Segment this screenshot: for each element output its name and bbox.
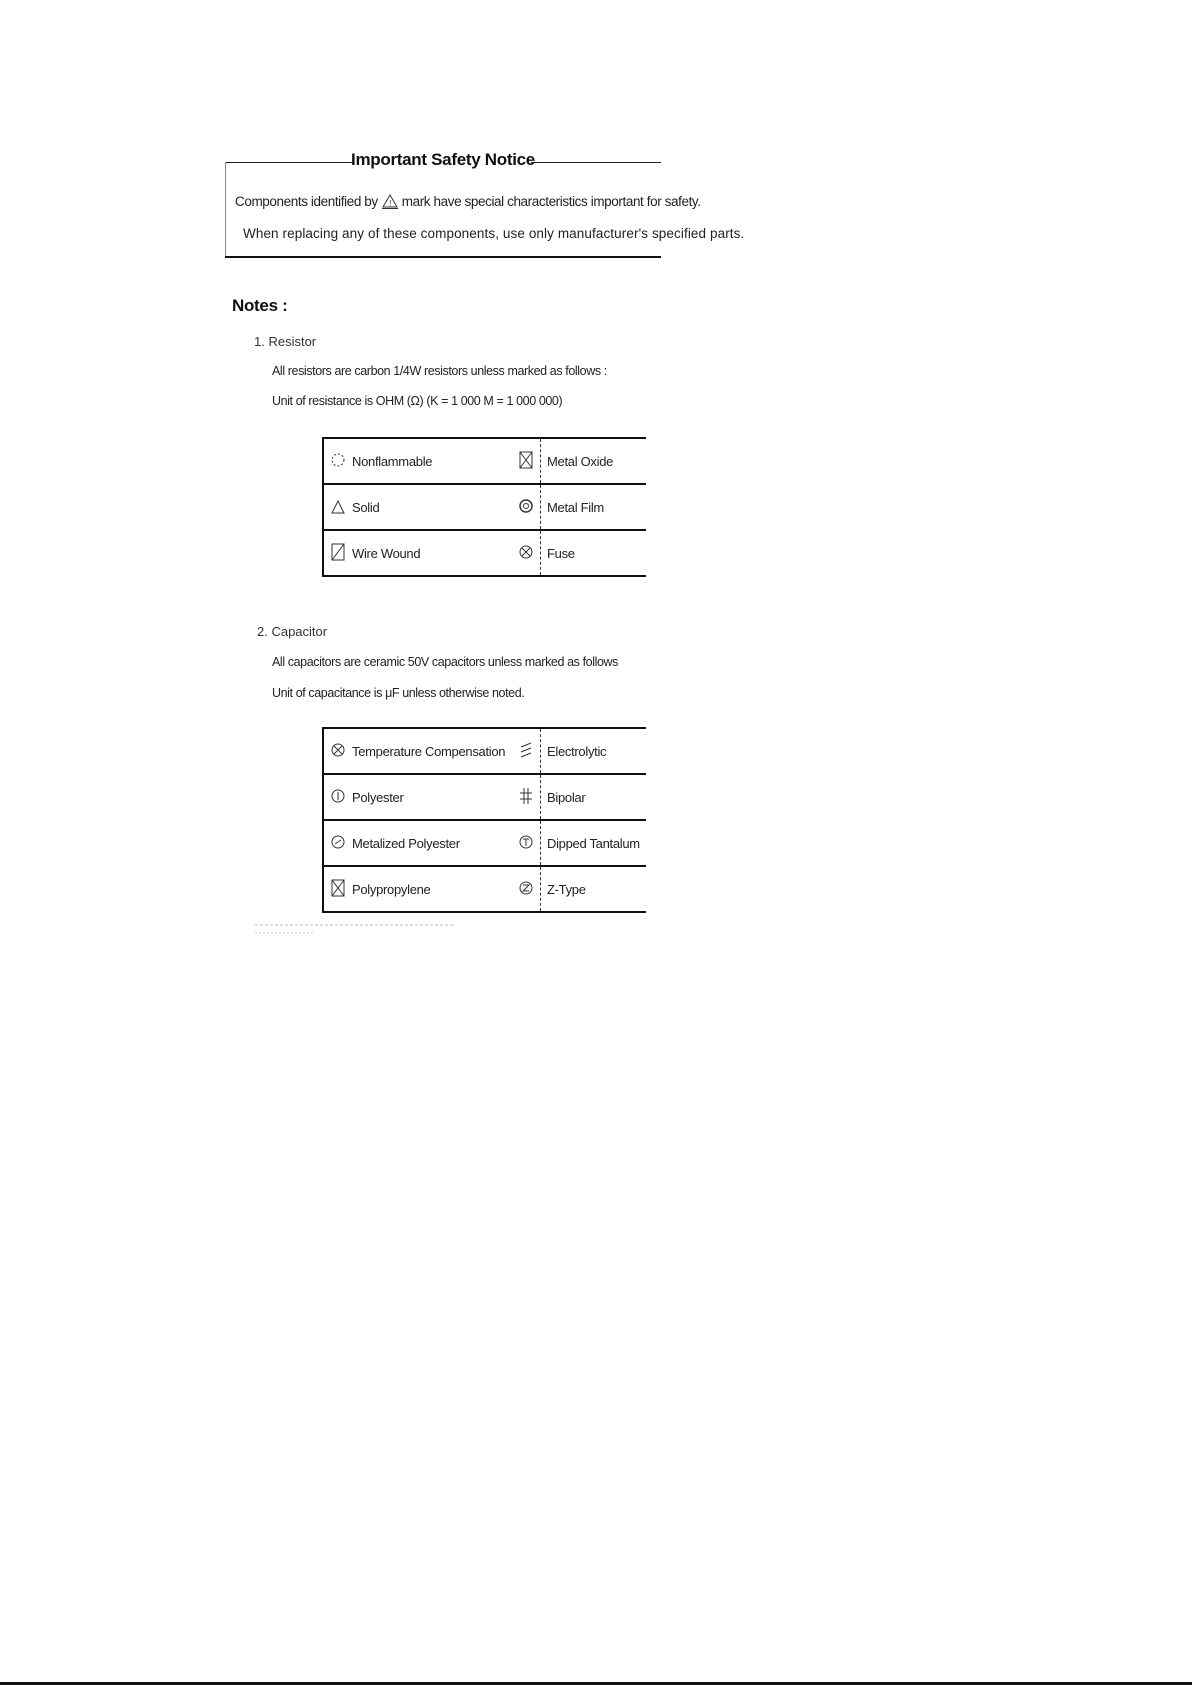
resistor-symbol-table (322, 437, 646, 577)
capacitor-type-label: Polypropylene (352, 881, 431, 897)
resistor-type-label: Metal Oxide (547, 453, 614, 469)
metalized-polyester-icon (323, 820, 352, 866)
capacitor-type-label: Dipped Tantalum (547, 835, 640, 851)
table-row (323, 820, 646, 866)
table-row (323, 728, 646, 774)
resistor-type-label: Fuse (547, 545, 575, 561)
notes-title: Notes : (232, 296, 288, 315)
solid-icon (323, 484, 352, 530)
temperature-compensation-icon (323, 728, 352, 774)
capacitor-type-label: Bipolar (547, 789, 586, 805)
polypropylene-icon (323, 866, 352, 912)
metal-film-icon (512, 484, 541, 530)
dipped-tantalum-icon (512, 820, 541, 866)
resistor-type-label: Wire Wound (352, 545, 421, 561)
svg-text:!: ! (388, 199, 391, 208)
resistor-line-1: All resistors are carbon 1/4W resistors unless marked as follows : (272, 364, 607, 378)
capacitor-symbol-table (322, 727, 646, 913)
resistor-line-2: Unit of resistance is OHM (Ω) (K = 1 000 M = 1 000 000) (272, 394, 563, 408)
metal-oxide-icon (512, 438, 541, 484)
capacitor-line-2: Unit of capacitance is μF unless otherwise noted. (272, 686, 525, 700)
notice-border-bottom (225, 256, 661, 258)
capacitor-type-label: Polyester (352, 789, 404, 805)
table-row (323, 774, 646, 820)
z-type-icon (512, 866, 541, 912)
polyester-icon (323, 774, 352, 820)
table-row (323, 530, 646, 576)
electrolytic-icon (512, 728, 541, 774)
capacitor-type-label: Electrolytic (547, 743, 607, 759)
notice-title: Important Safety Notice (351, 150, 535, 169)
capacitor-type-label: Z-Type (547, 881, 586, 897)
notice-line-2: When replacing any of these components, use only manufacturer's specified parts. (243, 226, 745, 241)
fuse-icon (512, 530, 541, 576)
nonflammable-icon (323, 438, 352, 484)
resistor-type-label: Nonflammable (352, 453, 433, 469)
notice-border-left (225, 162, 226, 257)
notice-rule-right (531, 162, 661, 163)
capacitor-line-1: All capacitors are ceramic 50V capacitors unless marked as follows (272, 655, 618, 669)
capacitor-type-label: Temperature Compensation (352, 743, 506, 759)
wire-wound-icon (323, 530, 352, 576)
bipolar-icon (512, 774, 541, 820)
resistor-type-label: Metal Film (547, 499, 604, 515)
table-row (323, 484, 646, 530)
notice-line-1-start: Components identified by (235, 194, 378, 209)
resistor-heading: 1. Resistor (254, 334, 317, 349)
table-row (323, 438, 646, 484)
notice-line-1-end: mark have special characteristics important for safety. (401, 194, 701, 209)
warning-triangle-icon (382, 194, 398, 209)
table-row (323, 866, 646, 912)
notice-line-1 (235, 194, 701, 209)
capacitor-type-label: Metalized Polyester (352, 835, 460, 851)
resistor-type-label: Solid (352, 499, 380, 515)
illegible-footnote (255, 922, 485, 936)
capacitor-heading: 2. Capacitor (257, 624, 328, 639)
